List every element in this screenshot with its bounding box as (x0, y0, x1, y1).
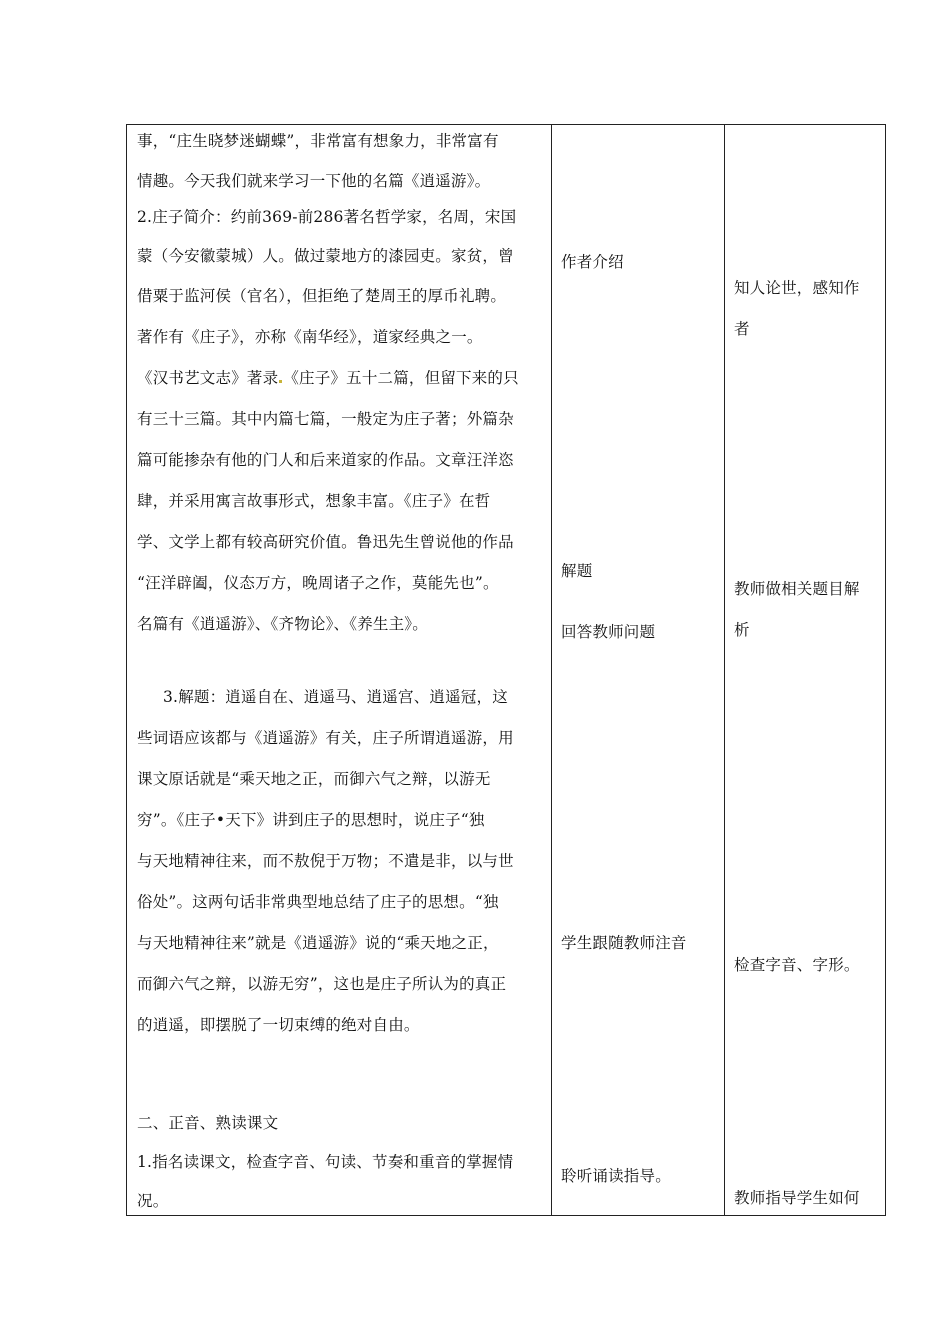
content-line: 况。 (137, 1192, 169, 1210)
check-pronunciation-text: 检查字音、字形。 (734, 956, 860, 974)
column-divider-1 (551, 125, 552, 1215)
content-line: 的逍遥，即摆脱了一切束缚的绝对自由。 (137, 1016, 420, 1034)
guide-students-text: 教师指导学生如何 (734, 1189, 860, 1207)
know-author-text: 知人论世，感知作 (734, 279, 860, 297)
answer-questions-label: 回答教师问题 (561, 623, 656, 641)
analysis-text: 析 (734, 621, 750, 639)
highlight-mark (279, 380, 282, 383)
content-line: 1.指名读课文，检查字音、句读、节奏和重音的掌握情 (137, 1153, 514, 1171)
content-line: 有三十三篇。其中内篇七篇，一般定为庄子著；外篇杂 (137, 410, 514, 428)
content-line: 著作有《庄子》，亦称《南华经》，道家经典之一。 (137, 328, 483, 346)
content-line: 事，“庄生晓梦迷蝴蝶”，非常富有想象力，非常富有 (137, 132, 499, 150)
content-line: 情趣。今天我们就来学习一下他的名篇《逍遥游》。 (137, 172, 491, 190)
content-line-part: 《汉书艺文志》著录 (137, 369, 279, 387)
content-line: 名篇有《逍遥游》、《齐物论》、《养生主》。 (137, 615, 428, 633)
content-line: 学、文学上都有较高研究价值。鲁迅先生曾说他的作品 (137, 533, 514, 551)
content-line: 而御六气之辩，以游无穷”，这也是庄子所认为的真正 (137, 975, 507, 993)
content-line: 与天地精神往来”就是《逍遥游》说的“乘天地之正， (137, 934, 499, 952)
column-divider-2 (724, 125, 725, 1215)
content-line: 肆，并采用寓言故事形式，想象丰富。《庄子》在哲 (137, 492, 491, 510)
follow-phonetic-label: 学生跟随教师注音 (561, 934, 687, 952)
content-line: 些词语应该都与《逍遥游》有关，庄子所谓逍遥游，用 (137, 729, 514, 747)
content-line (137, 368, 519, 388)
content-line: 2.庄子简介：约前369-前286著名哲学家，名周，宋国 (137, 208, 517, 226)
content-line: 课文原话就是“乘天地之正，而御六气之辩，以游无 (137, 770, 491, 788)
listen-guidance-label: 聆听诵读指导。 (561, 1167, 671, 1185)
author-intro-label: 作者介绍 (561, 253, 624, 271)
know-author-text: 者 (734, 320, 750, 338)
content-line: 穷”。《庄子•天下》讲到庄子的思想时，说庄子“独 (137, 811, 485, 829)
content-line: 3.解题：逍遥自在、逍遥马、逍遥宫、逍遥冠，这 (163, 688, 508, 706)
content-line: 篇可能掺杂有他的门人和后来道家的作品。文章汪洋恣 (137, 451, 514, 469)
content-line: 与天地精神往来，而不敖倪于万物；不遣是非，以与世 (137, 852, 514, 870)
content-line: “汪洋辟阖，仪态万方，晚周诸子之作，莫能先也”。 (137, 574, 499, 592)
content-line: 蒙（今安徽蒙城）人。做过蒙地方的漆园吏。家贫，曾 (137, 247, 514, 265)
content-line: 俗处”。这两句话非常典型地总结了庄子的思想。“独 (137, 893, 499, 911)
title-explain-label: 解题 (561, 562, 593, 580)
content-line: 借粟于监河侯（官名），但拒绝了楚周王的厚币礼聘。 (137, 287, 507, 305)
content-line-part: 《庄子》五十二篇，但留下来的只 (283, 369, 519, 387)
analysis-text: 教师做相关题目解 (734, 580, 860, 598)
section-heading: 二、正音、熟读课文 (137, 1114, 279, 1132)
